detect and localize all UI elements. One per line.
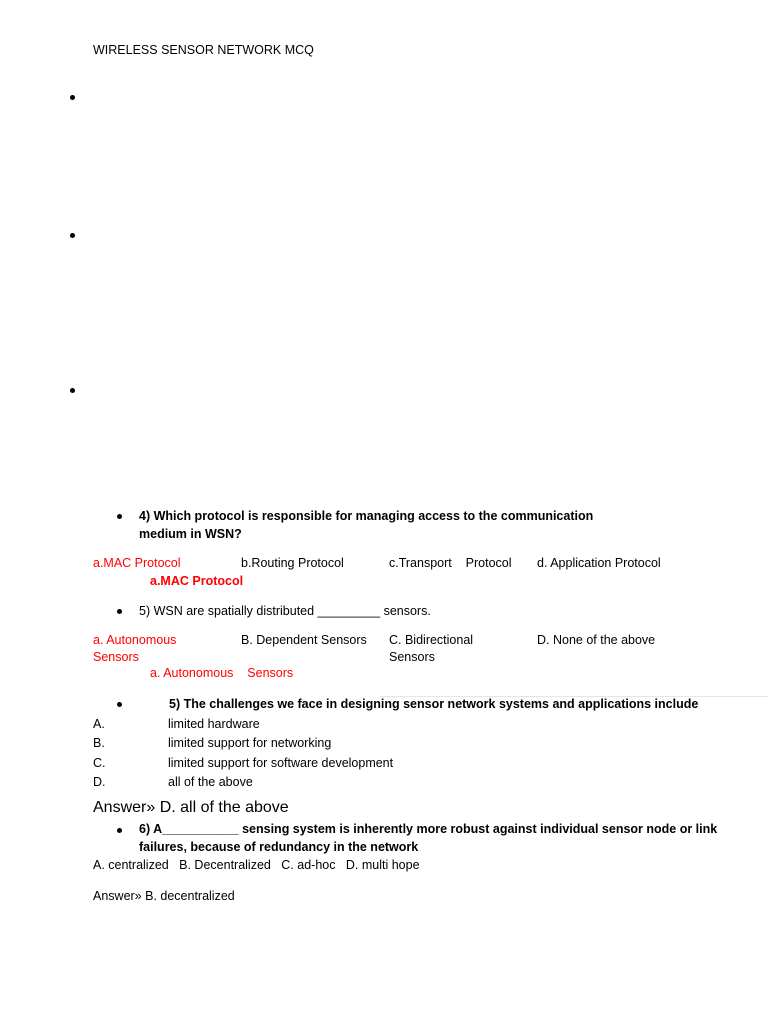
- empty-bullet: [70, 233, 75, 238]
- q5a-option-c-line2: Sensors: [389, 650, 435, 664]
- q5b-option-text-d: all of the above: [168, 775, 253, 789]
- q5a-option-c-line1: C. Bidirectional: [389, 633, 474, 647]
- q4-option-a: a.MAC Protocol: [93, 556, 181, 570]
- q4-option-c: c.Transport Protocol: [389, 556, 512, 570]
- q5b-option-text-c: limited support for software development: [168, 756, 394, 770]
- q4-answer: a.MAC Protocol: [150, 574, 244, 588]
- q5a-answer: a. Autonomous Sensors: [150, 666, 294, 680]
- empty-bullet: [70, 388, 75, 393]
- question-bullet: [117, 828, 122, 833]
- q5b-answer: Answer» D. all of the above: [93, 799, 289, 816]
- q4-option-b: b.Routing Protocol: [241, 556, 344, 570]
- document-title: WIRELESS SENSOR NETWORK MCQ: [93, 43, 314, 57]
- q5b-option-letter-a: A.: [93, 717, 105, 731]
- q4-question-line2: medium in WSN?: [139, 527, 242, 541]
- question-bullet: [117, 609, 122, 614]
- question-bullet: [117, 702, 122, 707]
- q5a-option-a-line1: a. Autonomous: [93, 633, 177, 647]
- q5b-option-letter-c: C.: [93, 756, 106, 770]
- q5b-option-text-a: limited hardware: [168, 717, 260, 731]
- q6-question-line2: failures, because of redundancy in the network: [139, 840, 419, 854]
- q6-question-line1: 6) A___________ sensing system is inherently more robust against individual sensor node or link: [139, 822, 718, 836]
- q5b-question: 5) The challenges we face in designing sensor network systems and applications include: [169, 697, 699, 711]
- q4-question-line1: 4) Which protocol is responsible for managing access to the communication: [139, 509, 594, 523]
- q5b-option-text-b: limited support for networking: [168, 736, 332, 750]
- q6-answer: Answer» B. decentralized: [93, 889, 235, 903]
- q5a-option-a-line2: Sensors: [93, 650, 139, 664]
- q4-option-d: d. Application Protocol: [537, 556, 661, 570]
- q5a-option-b: B. Dependent Sensors: [241, 633, 367, 647]
- q5a-option-d: D. None of the above: [537, 633, 656, 647]
- empty-bullet: [70, 95, 75, 100]
- q5b-option-letter-d: D.: [93, 775, 106, 789]
- q5b-option-letter-b: B.: [93, 736, 105, 750]
- q6-options: A. centralized B. Decentralized C. ad-hoc D. multi hope: [93, 858, 420, 872]
- q5a-question: 5) WSN are spatially distributed _________ sensors.: [139, 604, 431, 618]
- question-bullet: [117, 514, 122, 519]
